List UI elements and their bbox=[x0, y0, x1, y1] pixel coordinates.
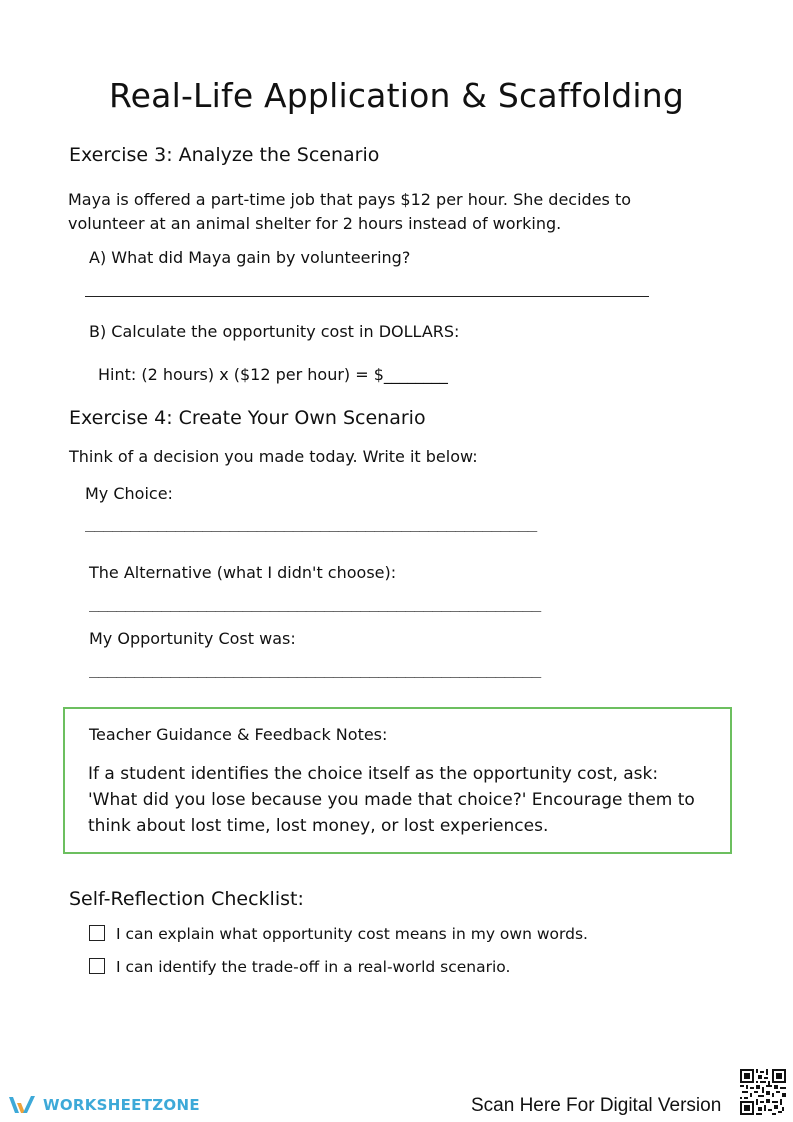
hint-text: Hint: (2 hours) x ($12 per hour) = $________ bbox=[98, 365, 448, 384]
checklist-heading: Self-Reflection Checklist: bbox=[69, 888, 304, 910]
my-choice-blank[interactable]: __________________________________________________ bbox=[85, 513, 537, 532]
worksheetzone-logo-icon bbox=[7, 1093, 39, 1117]
opportunity-cost-blank[interactable]: __________________________________________________ bbox=[89, 659, 541, 678]
exercise-3-heading: Exercise 3: Analyze the Scenario bbox=[69, 144, 380, 166]
guidance-line-1: If a student identifies the choice itself as the opportunity cost, ask: bbox=[88, 764, 659, 784]
exercise-4-prompt: Think of a decision you made today. Write it below: bbox=[69, 447, 478, 466]
qr-code-icon[interactable] bbox=[740, 1069, 786, 1115]
scenario-line-2: volunteer at an animal shelter for 2 hours instead of working. bbox=[68, 214, 562, 233]
guidance-line-2: 'What did you lose because you made that choice?' Encourage them to bbox=[88, 790, 695, 810]
scenario-line-1: Maya is offered a part-time job that pays $12 per hour. She decides to bbox=[68, 190, 632, 209]
exercise-4-heading: Exercise 4: Create Your Own Scenario bbox=[69, 407, 426, 429]
answer-a-line[interactable] bbox=[85, 296, 649, 297]
opportunity-cost-label: My Opportunity Cost was: bbox=[89, 629, 296, 648]
alternative-blank[interactable]: __________________________________________________ bbox=[89, 593, 541, 612]
page-title: Real-Life Application & Scaffolding bbox=[109, 76, 684, 115]
checklist-checkbox-2[interactable] bbox=[89, 958, 105, 974]
guidance-heading: Teacher Guidance & Feedback Notes: bbox=[89, 725, 388, 744]
question-a: A) What did Maya gain by volunteering? bbox=[89, 248, 411, 267]
checklist-item-2: I can identify the trade-off in a real-world scenario. bbox=[116, 958, 511, 976]
checklist-item-1: I can explain what opportunity cost means in my own words. bbox=[116, 925, 588, 943]
alternative-label: The Alternative (what I didn't choose): bbox=[89, 563, 397, 582]
question-b: B) Calculate the opportunity cost in DOLLARS: bbox=[89, 322, 460, 341]
guidance-line-3: think about lost time, lost money, or lost experiences. bbox=[88, 816, 549, 836]
checklist-checkbox-1[interactable] bbox=[89, 925, 105, 941]
my-choice-label: My Choice: bbox=[85, 484, 173, 503]
worksheetzone-logo-text: WORKSHEETZONE bbox=[43, 1096, 200, 1114]
scan-here-text: Scan Here For Digital Version bbox=[471, 1095, 722, 1116]
